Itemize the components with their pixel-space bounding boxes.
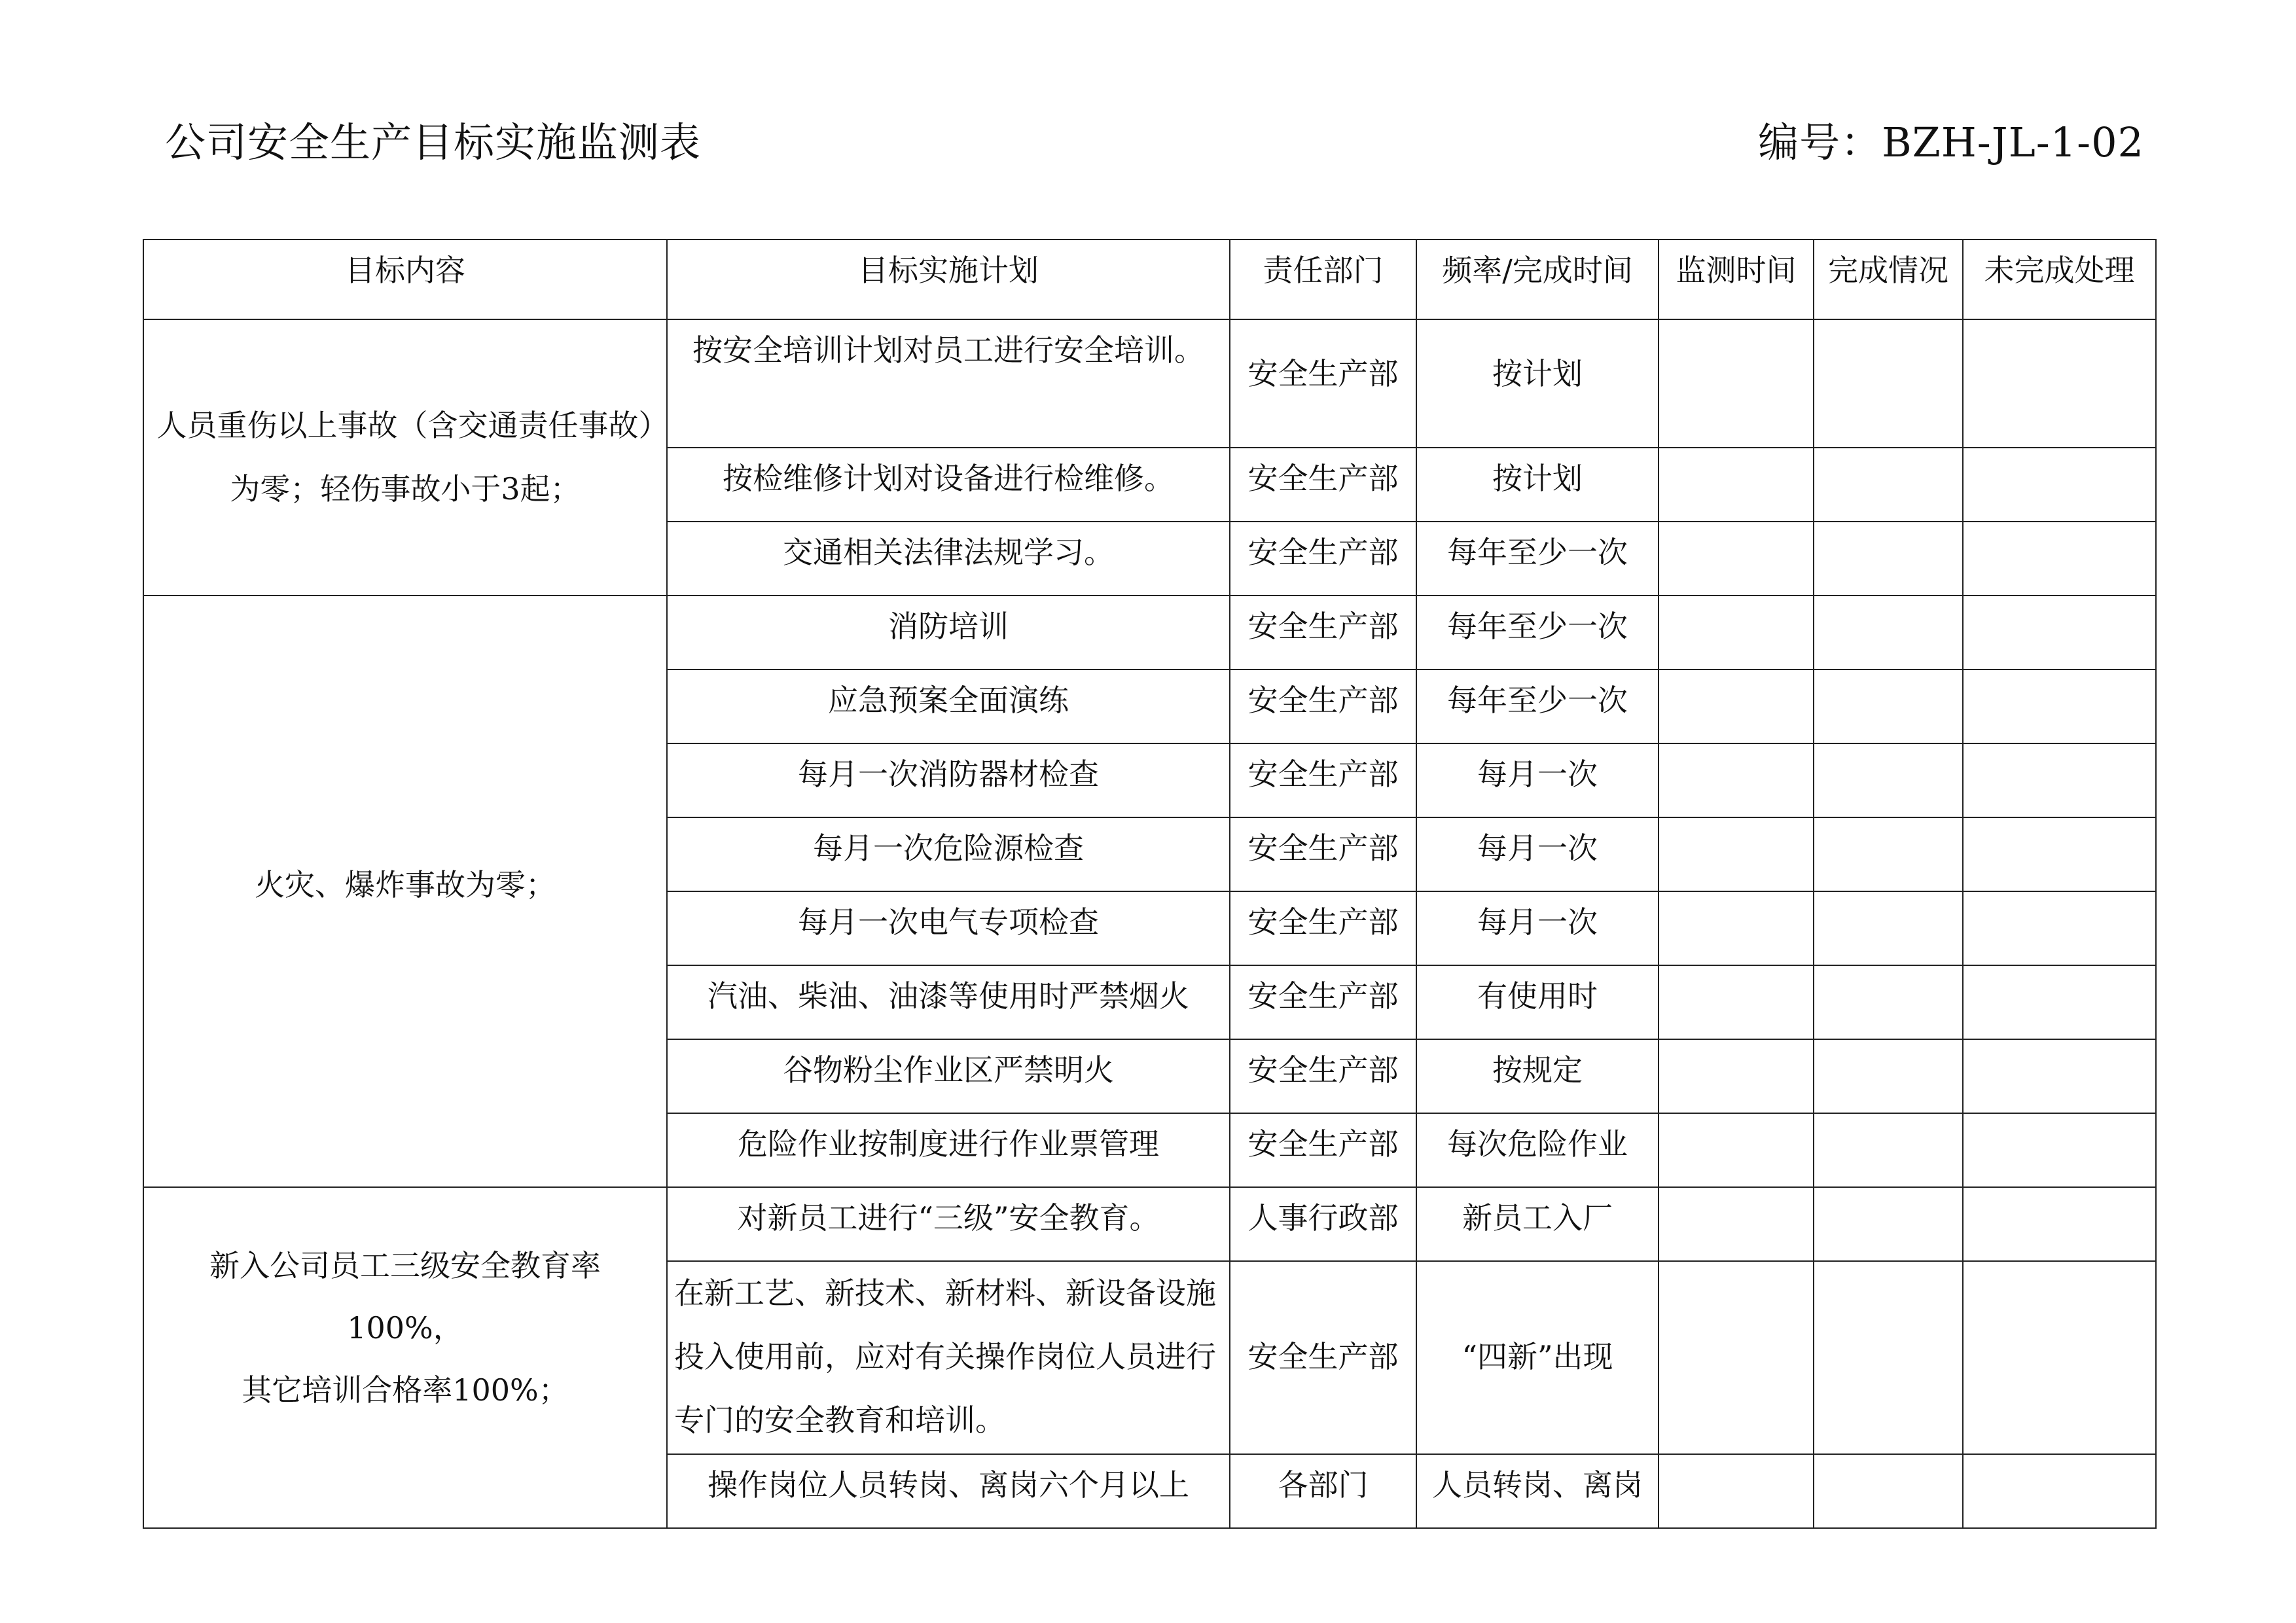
table-row (143, 319, 2156, 448)
column-header: 频率/完成时间 (1416, 240, 1659, 319)
plan-cell: 交通相关法律法规学习。 (667, 522, 1230, 596)
plan-cell: 汽油、柴油、油漆等使用时严禁烟火 (667, 965, 1230, 1039)
completion-cell (1814, 743, 1963, 817)
monitoring-table (143, 239, 2157, 1529)
goal-cell (143, 1187, 667, 1528)
goal-line: 100%， (347, 1310, 463, 1346)
goal-line: 其它培训合格率100%； (242, 1372, 569, 1408)
monitor-time-cell (1659, 743, 1814, 817)
completion-cell (1814, 965, 1963, 1039)
goal-line: 新入公司员工三级安全教育率 (209, 1248, 601, 1283)
monitor-time-cell (1659, 891, 1814, 965)
completion-cell (1814, 448, 1963, 522)
completion-cell (1814, 669, 1963, 743)
dept-cell: 安全生产部 (1230, 448, 1416, 522)
column-header: 完成情况 (1814, 240, 1963, 319)
handling-cell (1963, 1039, 2156, 1113)
handling-cell (1963, 1113, 2156, 1187)
dept-cell: 安全生产部 (1230, 891, 1416, 965)
monitor-time-cell (1659, 1261, 1814, 1454)
dept-cell: 安全生产部 (1230, 669, 1416, 743)
freq-cell: 人员转岗、离岗 (1416, 1454, 1659, 1528)
freq-cell: “四新”出现 (1416, 1261, 1659, 1454)
handling-cell (1963, 1187, 2156, 1261)
plan-cell: 谷物粉尘作业区严禁明火 (667, 1039, 1230, 1113)
freq-cell: 按计划 (1416, 448, 1659, 522)
freq-cell: 按规定 (1416, 1039, 1659, 1113)
plan-cell: 每月一次消防器材检查 (667, 743, 1230, 817)
monitor-time-cell (1659, 1039, 1814, 1113)
goal-cell: 人员重伤以上事故（含交通责任事故）为零；轻伤事故小于3起； (143, 319, 667, 596)
freq-cell: 有使用时 (1416, 965, 1659, 1039)
completion-cell (1814, 1454, 1963, 1528)
handling-cell (1963, 1454, 2156, 1528)
monitor-time-cell (1659, 965, 1814, 1039)
completion-cell (1814, 1039, 1963, 1113)
column-header: 未完成处理 (1963, 240, 2156, 319)
document-number: 编号：BZH-JL-1-02 (1758, 118, 2144, 166)
freq-cell: 按计划 (1416, 319, 1659, 448)
freq-cell: 每月一次 (1416, 817, 1659, 891)
completion-cell (1814, 891, 1963, 965)
dept-cell: 安全生产部 (1230, 319, 1416, 448)
plan-cell: 按安全培训计划对员工进行安全培训。 (667, 319, 1230, 448)
column-header: 责任部门 (1230, 240, 1416, 319)
monitor-time-cell (1659, 596, 1814, 669)
monitor-time-cell (1659, 817, 1814, 891)
plan-cell: 对新员工进行“三级”安全教育。 (667, 1187, 1230, 1261)
handling-cell (1963, 319, 2156, 448)
table-row (143, 596, 2156, 669)
plan-cell: 按检维修计划对设备进行检维修。 (667, 448, 1230, 522)
plan-cell: 消防培训 (667, 596, 1230, 669)
column-header: 目标内容 (143, 240, 667, 319)
plan-cell: 在新工艺、新技术、新材料、新设备设施投入使用前，应对有关操作岗位人员进行专门的安全教育和培训。 (667, 1261, 1230, 1454)
handling-cell (1963, 891, 2156, 965)
monitor-time-cell (1659, 669, 1814, 743)
dept-cell: 安全生产部 (1230, 743, 1416, 817)
freq-cell: 每月一次 (1416, 743, 1659, 817)
handling-cell (1963, 743, 2156, 817)
handling-cell (1963, 596, 2156, 669)
dept-cell: 安全生产部 (1230, 1261, 1416, 1454)
handling-cell (1963, 522, 2156, 596)
handling-cell (1963, 817, 2156, 891)
dept-cell: 人事行政部 (1230, 1187, 1416, 1261)
column-header: 监测时间 (1659, 240, 1814, 319)
monitor-time-cell (1659, 1187, 1814, 1261)
dept-cell: 安全生产部 (1230, 965, 1416, 1039)
freq-cell: 每年至少一次 (1416, 596, 1659, 669)
completion-cell (1814, 1261, 1963, 1454)
completion-cell (1814, 319, 1963, 448)
dept-cell: 安全生产部 (1230, 522, 1416, 596)
document-title: 公司安全生产目标实施监测表 (165, 118, 702, 166)
completion-cell (1814, 1187, 1963, 1261)
freq-cell: 每年至少一次 (1416, 522, 1659, 596)
handling-cell (1963, 448, 2156, 522)
completion-cell (1814, 1113, 1963, 1187)
freq-cell: 每月一次 (1416, 891, 1659, 965)
monitor-time-cell (1659, 319, 1814, 448)
handling-cell (1963, 965, 2156, 1039)
monitor-time-cell (1659, 522, 1814, 596)
monitor-time-cell (1659, 1113, 1814, 1187)
goal-cell: 火灾、爆炸事故为零； (143, 596, 667, 1187)
plan-cell: 应急预案全面演练 (667, 669, 1230, 743)
dept-cell: 安全生产部 (1230, 1039, 1416, 1113)
freq-cell: 新员工入厂 (1416, 1187, 1659, 1261)
dept-cell: 安全生产部 (1230, 817, 1416, 891)
plan-cell: 操作岗位人员转岗、离岗六个月以上 (667, 1454, 1230, 1528)
dept-cell: 安全生产部 (1230, 1113, 1416, 1187)
dept-cell: 各部门 (1230, 1454, 1416, 1528)
handling-cell (1963, 1261, 2156, 1454)
dept-cell: 安全生产部 (1230, 596, 1416, 669)
freq-cell: 每次危险作业 (1416, 1113, 1659, 1187)
column-header: 目标实施计划 (667, 240, 1230, 319)
completion-cell (1814, 522, 1963, 596)
plan-cell: 每月一次电气专项检查 (667, 891, 1230, 965)
plan-cell: 每月一次危险源检查 (667, 817, 1230, 891)
plan-cell: 危险作业按制度进行作业票管理 (667, 1113, 1230, 1187)
monitor-time-cell (1659, 1454, 1814, 1528)
table-row (143, 1187, 2156, 1261)
handling-cell (1963, 669, 2156, 743)
table-header-row (143, 240, 2156, 319)
completion-cell (1814, 817, 1963, 891)
completion-cell (1814, 596, 1963, 669)
monitor-time-cell (1659, 448, 1814, 522)
freq-cell: 每年至少一次 (1416, 669, 1659, 743)
